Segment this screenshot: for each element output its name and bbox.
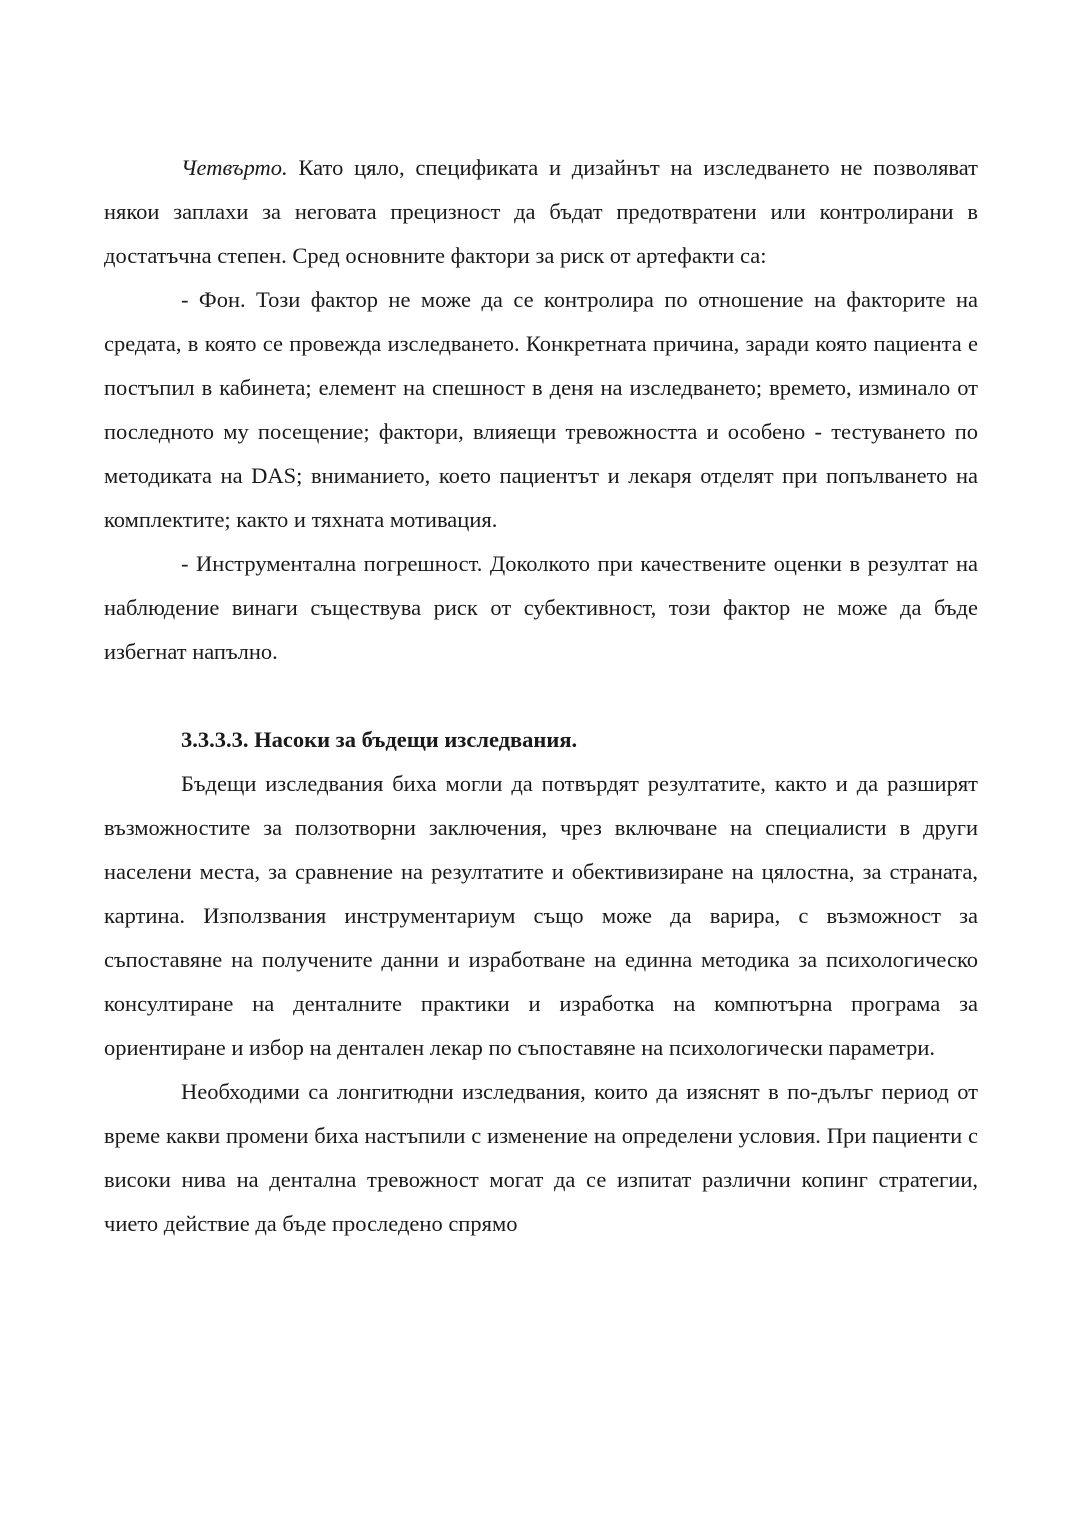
paragraph-text: Като цяло, спецификата и дизайнът на изследването не позволяват някои заплахи за неговата прецизност да бъдат предотвратени или контролирани в достатъчна степен. Сред основните фактори за риск от артефакти са: [104, 155, 978, 268]
section-heading: 3.3.3.3. Насоки за бъдещи изследвания. [181, 727, 578, 752]
paragraph-instrumental-error: - Инструментална погрешност. Доколкото при качествените оценки в резултат на наблюдение винаги съществува риск от субективност, този фактор не може да бъде избегнат напълно. [104, 551, 978, 664]
paragraph-fourth [104, 146, 978, 278]
paragraph-longitudinal: Необходими са лонгитюдни изследвания, които да изяснят в по-дълъг период от време какви промени биха настъпили с изменение на определени условия. При пациенти с високи нива на дентална тревожност могат да се изпитат различни копинг стратегии, чието действие да бъде проследено спрямо [104, 1079, 978, 1236]
paragraph-lead: Четвърто. [181, 155, 288, 180]
document-page [104, 146, 978, 1246]
spacer [104, 674, 978, 718]
paragraph-background: - Фон. Този фактор не може да се контролира по отношение на факторите на средата, в която се провежда изследването. Конкретната причина, заради която пациента е постъпил в кабинета; елемент на спешност в деня на изследването; времето, изминало от последното му посещение; фактори, влияещи тревожността и особено - тестуването по методиката на DAS; вниманието, което пациентът и лекаря отделят при попълването на комплектите; както и тяхната мотивация. [104, 287, 978, 532]
paragraph-future-research: Бъдещи изследвания биха могли да потвърдят резултатите, както и да разширят възможностите за ползотворни заключения, чрез включване на специалисти в други населени места, за сравнение на резултатите и обективизиране на цялостна, за страната, картина. Използвания инструментариум също може да варира, с възможност за съпоставяне на получените данни и изработване на единна методика за психологическо консултиране на денталните практики и изработка на компютърна програма за ориентиране и избор на дентален лекар по съпоставяне на психологически параметри. [104, 771, 978, 1060]
